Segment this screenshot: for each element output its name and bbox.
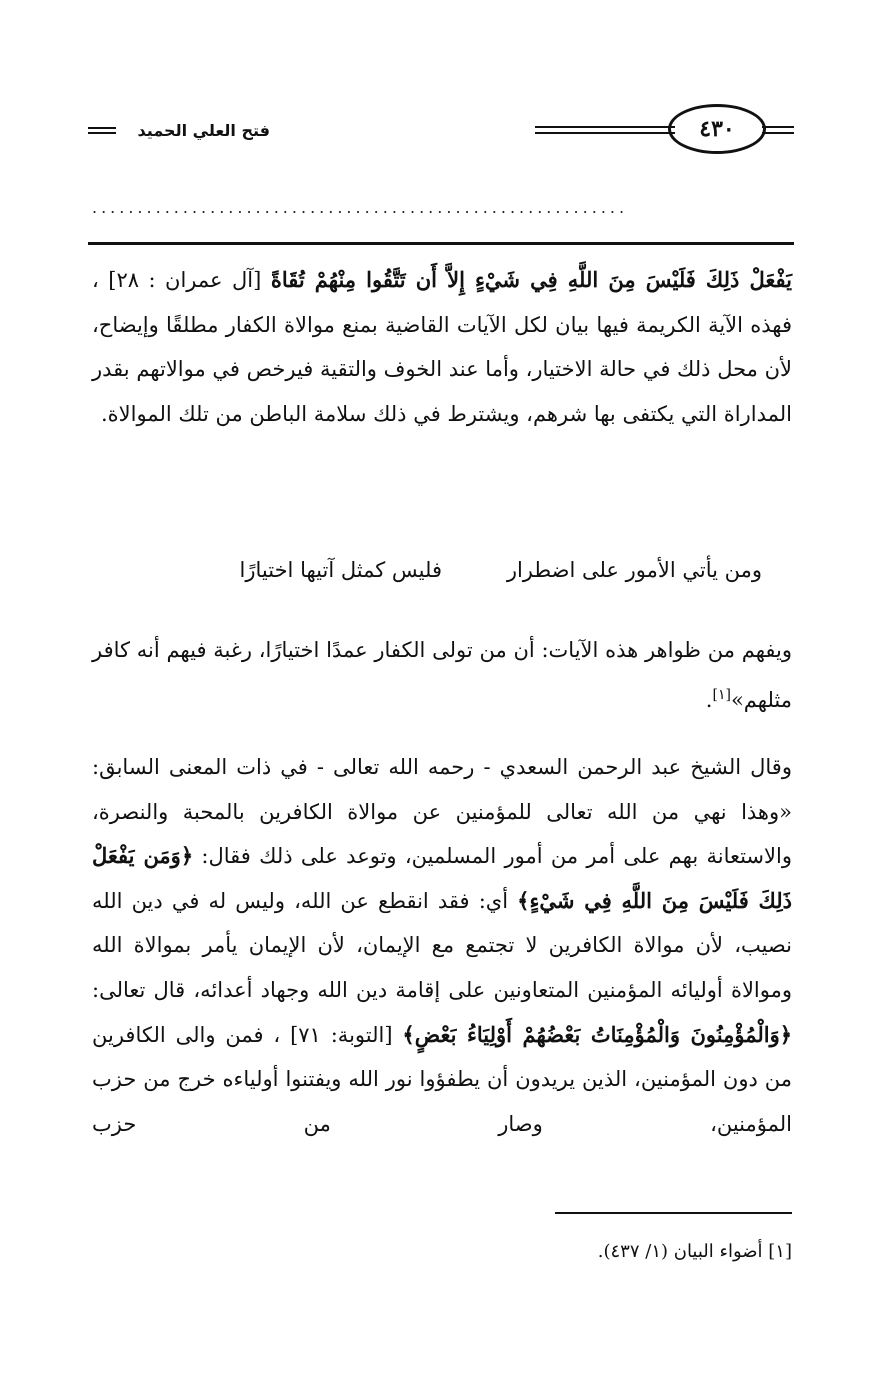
page-number: ٤٣٠ (668, 104, 766, 154)
paragraph-text: [التوبة: ٧١] ، فمن والى الكافرين من دون المؤمنين، الذين يريدون أن يطفؤوا نور الله ويفتنوا أولياءه خرج من حزب المؤمنين، وصار من حزب (92, 1022, 792, 1136)
poetry-verse (92, 548, 792, 592)
paragraph-text: وقال الشيخ عبد الرحمن السعدي - رحمه الله تعالى - في ذات المعنى السابق: «وهذا نهي من الله تعالى للمؤمنين عن موالاة الكافرين بالمحبة والنصرة، والاستعانة بهم على أمر من أمور المسلمين، وتوعد على ذلك فقال: (92, 755, 792, 869)
quran-quote: ﴿وَالْمُؤْمِنُونَ وَالْمُؤْمِنَاتُ بَعْضُهُمْ أَوْلِيَاءُ بَعْضٍ﴾ (402, 1021, 793, 1047)
header-double-rule-right (535, 126, 675, 134)
surah-reference: [آل عمران : ٢٨] ، (92, 268, 271, 292)
text-top-rule (88, 242, 794, 245)
paragraph-end: . (705, 687, 713, 712)
footnote-rule (555, 1212, 792, 1214)
verse-hemistich-first: ومن يأتي الأمور على اضطرار (506, 558, 762, 582)
paragraph-3 (92, 724, 792, 1167)
header-double-rule-edge (762, 126, 794, 134)
paragraph-text: فهذه الآية الكريمة فيها بيان لكل الآيات القاضية بمنع موالاة الكفار مطلقًا وإيضاح، لأن محل ذلك في حالة الاختيار، وأما عند الخوف والتقية فيرخص في موالاتهم بقدر المداراة التي يكتفى بها شرهم، ويشترط في ذلك سلامة الباطن من تلك الموالاة. (92, 312, 792, 426)
footnote: [١] أضواء البيان (١/ ٤٣٧). (597, 1241, 792, 1262)
footnote-reference[interactable]: [١] (712, 686, 731, 703)
paragraph-2 (92, 607, 792, 743)
quran-quote: يَفْعَلْ ذَلِكَ فَلَيْسَ مِنَ اللَّهِ فِي شَيْءٍ إِلاَّ أَن تَتَّقُوا مِنْهُمْ تُقَاةً (270, 267, 792, 292)
book-title: فتح العلي الحميد (137, 121, 270, 140)
verse-hemistich-second: فليس كمثل آتيها اختيارًا (239, 558, 442, 582)
paragraph-1 (92, 258, 792, 436)
paragraph-text: أي: فقد انقطع عن الله، وليس له في دين الله نصيب، لأن موالاة الكافرين لا تجتمع مع الإيمان، لأن الإيمان يأمر بموالاة الله وموالاة أوليائه المؤمنين المتعاونين على إقامة دين الله وجهاد أعدائه، قال تعالى: (92, 888, 792, 1002)
dotted-separator: ........................................................... (92, 198, 629, 217)
paragraph-text: ويفهم من ظواهر هذه الآيات: أن من تولى الكفار عمدًا اختيارًا، رغبة فيهم أنه كافر مثلهم» (92, 638, 792, 712)
quran-quote: ﴿وَمَن يَفْعَلْ ذَلِكَ فَلَيْسَ مِنَ اللَّهِ فِي شَيْءٍ﴾ (92, 843, 793, 913)
